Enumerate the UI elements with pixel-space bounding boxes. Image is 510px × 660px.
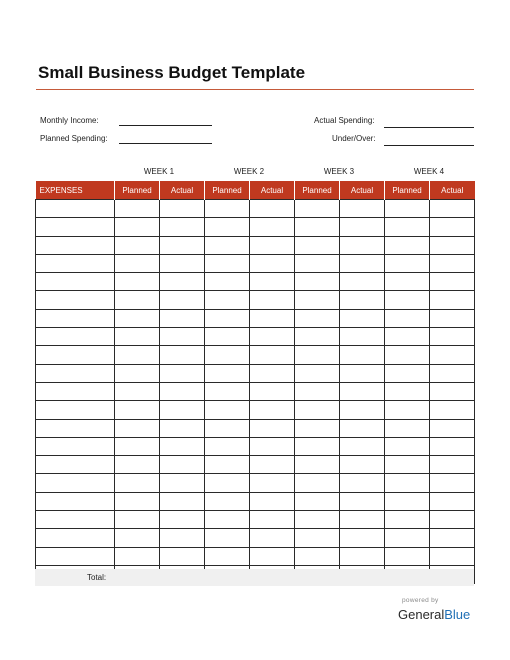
table-row bbox=[36, 547, 475, 565]
expense-name-cell[interactable] bbox=[36, 529, 115, 547]
amount-cell[interactable] bbox=[250, 492, 295, 510]
amount-cell[interactable] bbox=[295, 511, 340, 529]
amount-cell[interactable] bbox=[340, 236, 385, 254]
amount-cell[interactable] bbox=[295, 401, 340, 419]
amount-cell[interactable] bbox=[430, 547, 475, 565]
table-row bbox=[36, 218, 475, 236]
amount-cell[interactable] bbox=[340, 401, 385, 419]
amount-cell[interactable] bbox=[250, 200, 295, 218]
amount-cell[interactable] bbox=[430, 309, 475, 327]
table-row bbox=[36, 437, 475, 455]
table-row bbox=[36, 419, 475, 437]
amount-cell[interactable] bbox=[250, 474, 295, 492]
actual-spending-field[interactable] bbox=[384, 127, 474, 128]
amount-cell[interactable] bbox=[160, 382, 205, 400]
expense-name-cell[interactable] bbox=[36, 382, 115, 400]
week-2-actual-header: Actual bbox=[250, 181, 295, 200]
amount-cell[interactable] bbox=[205, 456, 250, 474]
amount-cell[interactable] bbox=[295, 218, 340, 236]
expense-name-cell[interactable] bbox=[36, 456, 115, 474]
amount-cell[interactable] bbox=[340, 474, 385, 492]
amount-cell[interactable] bbox=[115, 364, 160, 382]
amount-cell[interactable] bbox=[340, 200, 385, 218]
amount-cell[interactable] bbox=[295, 309, 340, 327]
amount-cell[interactable] bbox=[385, 200, 430, 218]
amount-cell[interactable] bbox=[160, 200, 205, 218]
week-4-label: WEEK 4 bbox=[413, 167, 445, 176]
amount-cell[interactable] bbox=[340, 218, 385, 236]
amount-cell[interactable] bbox=[430, 291, 475, 309]
amount-cell[interactable] bbox=[205, 254, 250, 272]
amount-cell[interactable] bbox=[250, 456, 295, 474]
table-row bbox=[36, 456, 475, 474]
amount-cell[interactable] bbox=[295, 254, 340, 272]
amount-cell[interactable] bbox=[385, 328, 430, 346]
amount-cell[interactable] bbox=[250, 437, 295, 455]
expense-name-cell[interactable] bbox=[36, 200, 115, 218]
amount-cell[interactable] bbox=[160, 529, 205, 547]
amount-cell[interactable] bbox=[385, 419, 430, 437]
amount-cell[interactable] bbox=[115, 547, 160, 565]
amount-cell[interactable] bbox=[250, 309, 295, 327]
amount-cell[interactable] bbox=[205, 364, 250, 382]
amount-cell[interactable] bbox=[295, 437, 340, 455]
amount-cell[interactable] bbox=[340, 309, 385, 327]
amount-cell[interactable] bbox=[385, 511, 430, 529]
table-header-row bbox=[36, 181, 475, 200]
week-3-planned-header: Planned bbox=[295, 181, 340, 200]
table-row bbox=[36, 328, 475, 346]
amount-cell[interactable] bbox=[115, 456, 160, 474]
amount-cell[interactable] bbox=[385, 236, 430, 254]
amount-cell[interactable] bbox=[205, 291, 250, 309]
expense-name-cell[interactable] bbox=[36, 218, 115, 236]
amount-cell[interactable] bbox=[430, 511, 475, 529]
expense-name-cell[interactable] bbox=[36, 346, 115, 364]
amount-cell[interactable] bbox=[205, 492, 250, 510]
amount-cell[interactable] bbox=[205, 309, 250, 327]
amount-cell[interactable] bbox=[340, 419, 385, 437]
amount-cell[interactable] bbox=[295, 328, 340, 346]
amount-cell[interactable] bbox=[295, 236, 340, 254]
amount-cell[interactable] bbox=[295, 382, 340, 400]
table-row bbox=[36, 236, 475, 254]
amount-cell[interactable] bbox=[205, 200, 250, 218]
budget-table bbox=[35, 181, 475, 584]
powered-by-text: powered by bbox=[402, 597, 439, 604]
table-row bbox=[36, 529, 475, 547]
actual-spending-label: Actual Spending: bbox=[314, 116, 375, 125]
expense-name-cell[interactable] bbox=[36, 364, 115, 382]
brand-name-general: General bbox=[398, 607, 445, 622]
amount-cell[interactable] bbox=[430, 419, 475, 437]
amount-cell[interactable] bbox=[250, 382, 295, 400]
amount-cell[interactable] bbox=[430, 529, 475, 547]
table-row bbox=[36, 401, 475, 419]
amount-cell[interactable] bbox=[385, 364, 430, 382]
amount-cell[interactable] bbox=[250, 254, 295, 272]
amount-cell[interactable] bbox=[205, 328, 250, 346]
brand-name-blue: Blue bbox=[444, 607, 471, 622]
amount-cell[interactable] bbox=[250, 291, 295, 309]
amount-cell[interactable] bbox=[340, 328, 385, 346]
under-over-field[interactable] bbox=[384, 145, 474, 146]
budget-table-body bbox=[36, 200, 475, 584]
amount-cell[interactable] bbox=[160, 547, 205, 565]
amount-cell[interactable] bbox=[385, 547, 430, 565]
amount-cell[interactable] bbox=[340, 364, 385, 382]
amount-cell[interactable] bbox=[115, 291, 160, 309]
amount-cell[interactable] bbox=[115, 511, 160, 529]
amount-cell[interactable] bbox=[430, 492, 475, 510]
expense-name-cell[interactable] bbox=[36, 236, 115, 254]
amount-cell[interactable] bbox=[115, 254, 160, 272]
week-2-label: WEEK 2 bbox=[233, 167, 265, 176]
amount-cell[interactable] bbox=[250, 273, 295, 291]
amount-cell[interactable] bbox=[160, 419, 205, 437]
amount-cell[interactable] bbox=[250, 529, 295, 547]
amount-cell[interactable] bbox=[295, 456, 340, 474]
monthly-income-field[interactable] bbox=[119, 125, 212, 126]
amount-cell[interactable] bbox=[250, 419, 295, 437]
amount-cell[interactable] bbox=[295, 419, 340, 437]
amount-cell[interactable] bbox=[205, 382, 250, 400]
amount-cell[interactable] bbox=[115, 474, 160, 492]
expense-name-cell[interactable] bbox=[36, 273, 115, 291]
amount-cell[interactable] bbox=[160, 346, 205, 364]
table-row bbox=[36, 474, 475, 492]
monthly-income-label: Monthly Income: bbox=[40, 116, 99, 125]
week-1-actual-header: Actual bbox=[160, 181, 205, 200]
week-3-actual-header: Actual bbox=[340, 181, 385, 200]
table-row bbox=[36, 200, 475, 218]
amount-cell[interactable] bbox=[385, 492, 430, 510]
amount-cell[interactable] bbox=[115, 401, 160, 419]
amount-cell[interactable] bbox=[340, 437, 385, 455]
amount-cell[interactable] bbox=[160, 456, 205, 474]
amount-cell[interactable] bbox=[340, 382, 385, 400]
table-row bbox=[36, 492, 475, 510]
table-row bbox=[36, 254, 475, 272]
amount-cell[interactable] bbox=[205, 474, 250, 492]
amount-cell[interactable] bbox=[160, 309, 205, 327]
table-row bbox=[36, 346, 475, 364]
amount-cell[interactable] bbox=[115, 328, 160, 346]
amount-cell[interactable] bbox=[430, 328, 475, 346]
amount-cell[interactable] bbox=[430, 401, 475, 419]
amount-cell[interactable] bbox=[160, 328, 205, 346]
amount-cell[interactable] bbox=[295, 273, 340, 291]
amount-cell[interactable] bbox=[385, 309, 430, 327]
amount-cell[interactable] bbox=[205, 419, 250, 437]
amount-cell[interactable] bbox=[115, 273, 160, 291]
amount-cell[interactable] bbox=[295, 492, 340, 510]
table-row bbox=[36, 511, 475, 529]
amount-cell[interactable] bbox=[160, 474, 205, 492]
amount-cell[interactable] bbox=[205, 529, 250, 547]
amount-cell[interactable] bbox=[250, 236, 295, 254]
amount-cell[interactable] bbox=[430, 254, 475, 272]
amount-cell[interactable] bbox=[430, 273, 475, 291]
amount-cell[interactable] bbox=[340, 346, 385, 364]
amount-cell[interactable] bbox=[385, 437, 430, 455]
amount-cell[interactable] bbox=[160, 364, 205, 382]
amount-cell[interactable] bbox=[205, 273, 250, 291]
amount-cell[interactable] bbox=[385, 218, 430, 236]
amount-cell[interactable] bbox=[430, 474, 475, 492]
amount-cell[interactable] bbox=[205, 511, 250, 529]
week-3-label: WEEK 3 bbox=[323, 167, 355, 176]
amount-cell[interactable] bbox=[295, 364, 340, 382]
amount-cell[interactable] bbox=[115, 437, 160, 455]
table-row bbox=[36, 291, 475, 309]
amount-cell[interactable] bbox=[430, 346, 475, 364]
amount-cell[interactable] bbox=[385, 291, 430, 309]
amount-cell[interactable] bbox=[250, 547, 295, 565]
expense-name-cell[interactable] bbox=[36, 401, 115, 419]
amount-cell[interactable] bbox=[160, 401, 205, 419]
week-1-planned-header: Planned bbox=[115, 181, 160, 200]
amount-cell[interactable] bbox=[295, 291, 340, 309]
amount-cell[interactable] bbox=[385, 382, 430, 400]
amount-cell[interactable] bbox=[340, 529, 385, 547]
amount-cell[interactable] bbox=[295, 474, 340, 492]
expense-name-cell[interactable] bbox=[36, 511, 115, 529]
amount-cell[interactable] bbox=[205, 547, 250, 565]
amount-cell[interactable] bbox=[205, 236, 250, 254]
amount-cell[interactable] bbox=[295, 200, 340, 218]
amount-cell[interactable] bbox=[115, 346, 160, 364]
amount-cell[interactable] bbox=[160, 236, 205, 254]
amount-cell[interactable] bbox=[160, 492, 205, 510]
amount-cell[interactable] bbox=[295, 529, 340, 547]
amount-cell[interactable] bbox=[430, 456, 475, 474]
amount-cell[interactable] bbox=[385, 474, 430, 492]
amount-cell[interactable] bbox=[160, 437, 205, 455]
amount-cell[interactable] bbox=[340, 273, 385, 291]
amount-cell[interactable] bbox=[205, 437, 250, 455]
amount-cell[interactable] bbox=[160, 273, 205, 291]
amount-cell[interactable] bbox=[250, 511, 295, 529]
expense-name-cell[interactable] bbox=[36, 291, 115, 309]
amount-cell[interactable] bbox=[115, 419, 160, 437]
amount-cell[interactable] bbox=[115, 236, 160, 254]
amount-cell[interactable] bbox=[385, 401, 430, 419]
expense-name-cell[interactable] bbox=[36, 474, 115, 492]
expense-name-cell[interactable] bbox=[36, 328, 115, 346]
planned-spending-label: Planned Spending: bbox=[40, 134, 108, 143]
amount-cell[interactable] bbox=[115, 309, 160, 327]
week-4-actual-header: Actual bbox=[430, 181, 475, 200]
amount-cell[interactable] bbox=[115, 529, 160, 547]
amount-cell[interactable] bbox=[385, 529, 430, 547]
expense-name-cell[interactable] bbox=[36, 437, 115, 455]
page-title: Small Business Budget Template bbox=[38, 63, 306, 82]
amount-cell[interactable] bbox=[340, 456, 385, 474]
table-row bbox=[36, 273, 475, 291]
amount-cell[interactable] bbox=[385, 456, 430, 474]
amount-cell[interactable] bbox=[430, 364, 475, 382]
amount-cell[interactable] bbox=[160, 254, 205, 272]
amount-cell[interactable] bbox=[385, 346, 430, 364]
amount-cell[interactable] bbox=[295, 547, 340, 565]
amount-cell[interactable] bbox=[115, 382, 160, 400]
title-divider bbox=[36, 89, 474, 90]
amount-cell[interactable] bbox=[250, 218, 295, 236]
amount-cell[interactable] bbox=[205, 401, 250, 419]
amount-cell[interactable] bbox=[430, 200, 475, 218]
week-2-planned-header: Planned bbox=[205, 181, 250, 200]
planned-spending-field[interactable] bbox=[119, 143, 212, 144]
amount-cell[interactable] bbox=[250, 364, 295, 382]
amount-cell[interactable] bbox=[160, 511, 205, 529]
amount-cell[interactable] bbox=[430, 236, 475, 254]
expense-name-cell[interactable] bbox=[36, 419, 115, 437]
table-row bbox=[36, 309, 475, 327]
amount-cell[interactable] bbox=[115, 218, 160, 236]
amount-cell[interactable] bbox=[385, 254, 430, 272]
amount-cell[interactable] bbox=[250, 346, 295, 364]
table-row bbox=[36, 364, 475, 382]
expense-name-cell[interactable] bbox=[36, 547, 115, 565]
amount-cell[interactable] bbox=[385, 273, 430, 291]
table-row bbox=[36, 382, 475, 400]
expense-name-cell[interactable] bbox=[36, 309, 115, 327]
amount-cell[interactable] bbox=[340, 492, 385, 510]
amount-cell[interactable] bbox=[160, 218, 205, 236]
amount-cell[interactable] bbox=[115, 200, 160, 218]
amount-cell[interactable] bbox=[160, 291, 205, 309]
amount-cell[interactable] bbox=[295, 346, 340, 364]
amount-cell[interactable] bbox=[205, 346, 250, 364]
total-label: Total: bbox=[87, 573, 107, 582]
under-over-label: Under/Over: bbox=[332, 134, 376, 143]
amount-cell[interactable] bbox=[430, 382, 475, 400]
expenses-header: EXPENSES bbox=[36, 181, 115, 200]
week-1-label: WEEK 1 bbox=[143, 167, 175, 176]
amount-cell[interactable] bbox=[430, 218, 475, 236]
amount-cell[interactable] bbox=[205, 218, 250, 236]
amount-cell[interactable] bbox=[340, 547, 385, 565]
amount-cell[interactable] bbox=[115, 492, 160, 510]
total-row bbox=[35, 569, 474, 586]
week-4-planned-header: Planned bbox=[385, 181, 430, 200]
amount-cell[interactable] bbox=[340, 254, 385, 272]
amount-cell[interactable] bbox=[340, 291, 385, 309]
amount-cell[interactable] bbox=[250, 328, 295, 346]
expense-name-cell[interactable] bbox=[36, 492, 115, 510]
amount-cell[interactable] bbox=[250, 401, 295, 419]
amount-cell[interactable] bbox=[340, 511, 385, 529]
amount-cell[interactable] bbox=[430, 437, 475, 455]
brand-logo bbox=[398, 607, 470, 622]
expense-name-cell[interactable] bbox=[36, 254, 115, 272]
